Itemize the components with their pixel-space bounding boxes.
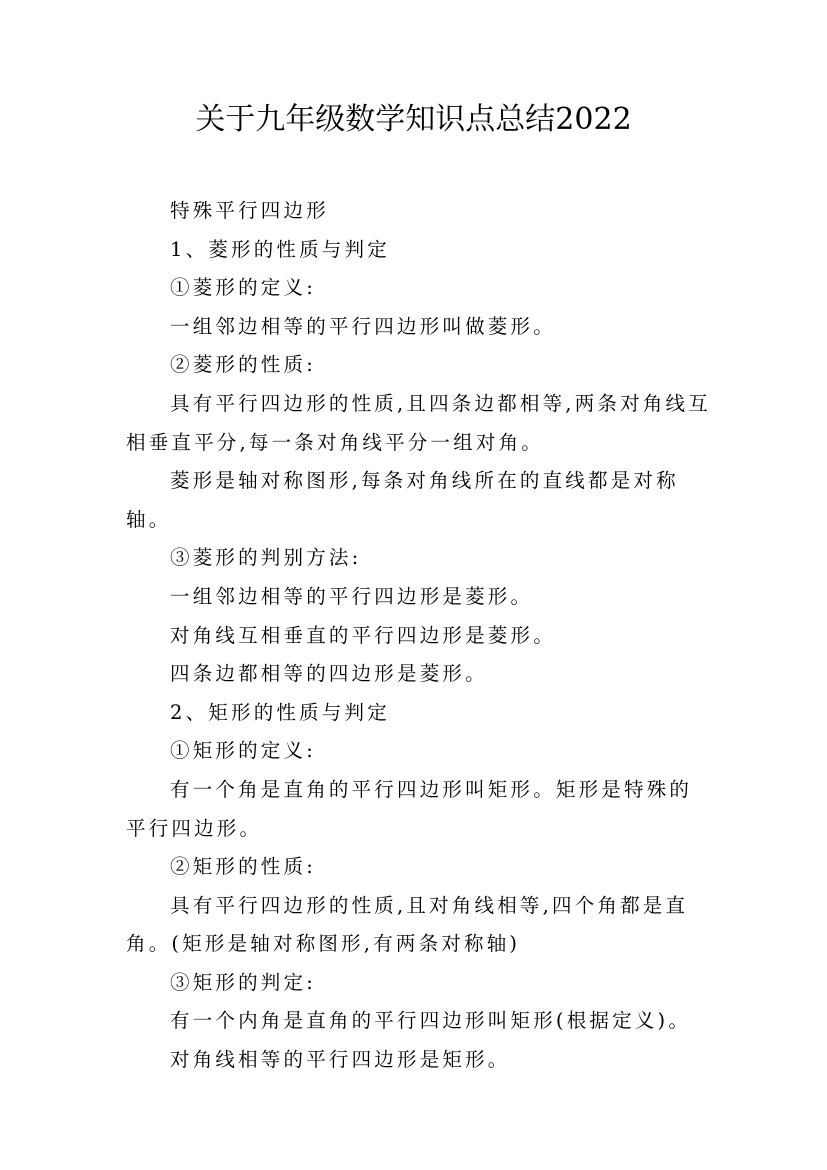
subsection-heading-rectangle: 2、矩形的性质与判定 [170, 700, 390, 724]
rhombus-properties-text: 具有平行四边形的性质,且四条边都相等,两条对角线互相垂直平分,每一条对角线平分一组对角。 [126, 391, 711, 454]
rhombus-criterion-1: 一组邻边相等的平行四边形是菱形。 [170, 584, 534, 608]
rectangle-properties-text: 具有平行四边形的性质,且对角线相等,四个角都是直角。(矩形是轴对称图形,有两条对称轴) [126, 893, 689, 956]
rhombus-criteria-heading: ③菱形的判别方法: [170, 546, 362, 570]
rectangle-definition-text: 有一个角是直角的平行四边形叫矩形。矩形是特殊的平行四边形。 [126, 777, 693, 840]
rhombus-definition-text: 一组邻边相等的平行四边形叫做菱形。 [170, 314, 556, 338]
rhombus-symmetry-text: 菱形是轴对称图形,每条对角线所在的直线都是对称轴。 [126, 469, 679, 531]
document-body [126, 192, 711, 1080]
rectangle-criteria-heading: ③矩形的判定: [170, 970, 316, 994]
rhombus-criterion-3: 四条边都相等的四边形是菱形。 [170, 662, 488, 686]
rhombus-definition-heading: ①菱形的定义: [170, 276, 316, 300]
rectangle-definition-heading: ①矩形的定义: [170, 739, 316, 763]
rectangle-criterion-2: 对角线相等的平行四边形是矩形。 [170, 1048, 511, 1072]
section-heading: 特殊平行四边形 [170, 199, 329, 222]
subsection-heading-rhombus: 1、菱形的性质与判定 [170, 237, 390, 261]
document-title: 关于九年级数学知识点总结2022 [195, 102, 632, 137]
rectangle-criterion-1: 有一个内角是直角的平行四边形叫矩形(根据定义)。 [170, 1009, 692, 1033]
rhombus-criterion-2: 对角线互相垂直的平行四边形是菱形。 [170, 623, 556, 647]
rhombus-properties-heading: ②菱形的性质: [170, 353, 316, 377]
rectangle-properties-heading: ②矩形的性质: [170, 855, 316, 879]
